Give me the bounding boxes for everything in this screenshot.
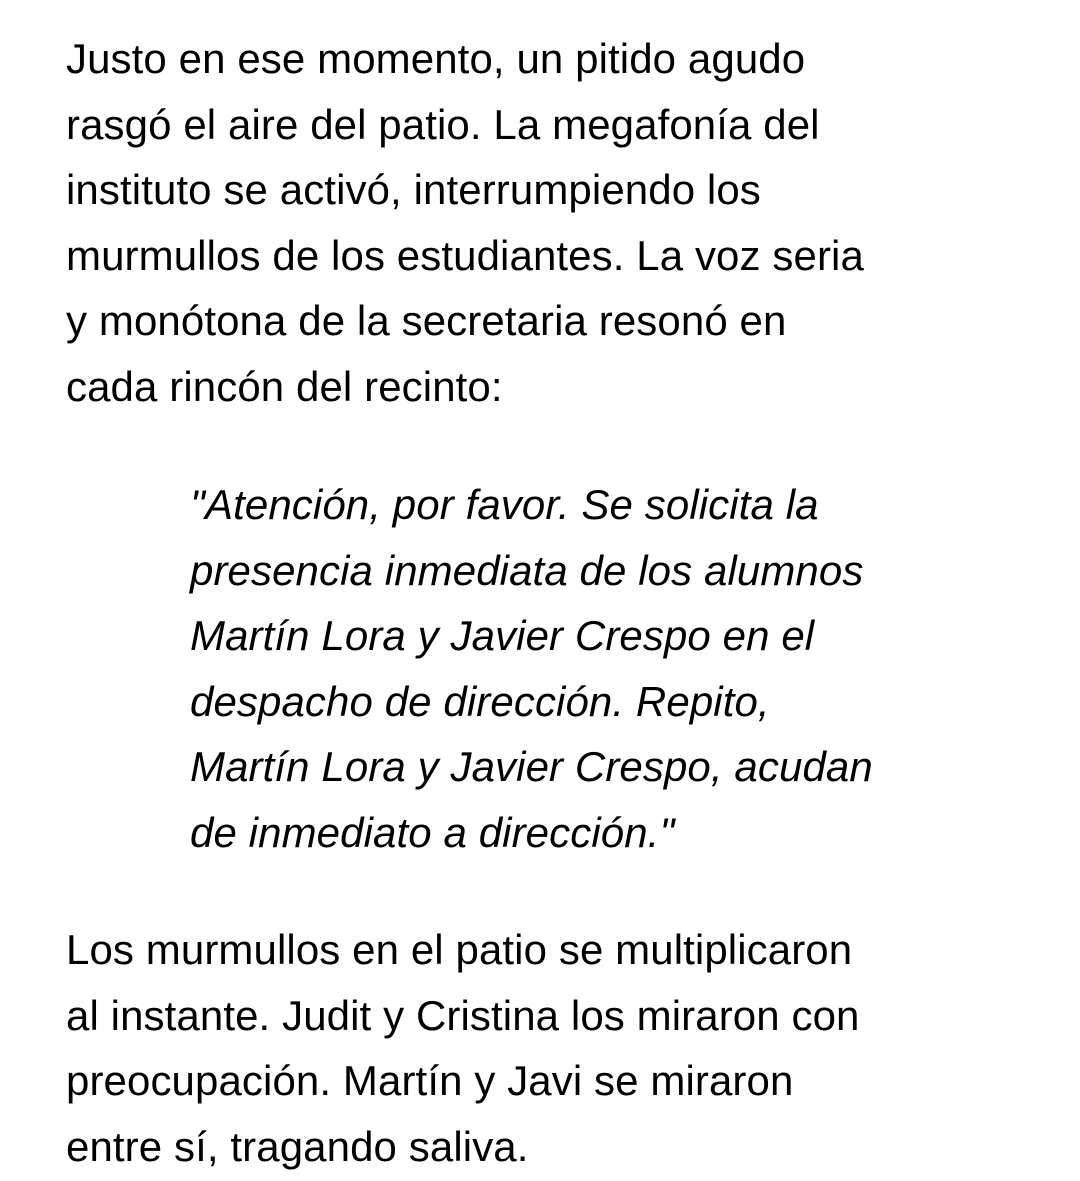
text-line: preocupación. Martín y Javi se miraron: [66, 1057, 794, 1104]
quote-line: de inmediato a dirección.": [190, 808, 675, 856]
quote-line: Martín Lora y Javier Crespo, acudan: [190, 743, 873, 790]
intro-paragraph: [66, 26, 1046, 419]
quote-line: despacho de dirección. Repito,: [190, 677, 770, 725]
text-line: murmullos de los estudiantes. La voz seria: [66, 231, 864, 279]
text-line: Justo en ese momento, un pitido agudo: [66, 35, 806, 82]
quote-line: Martín Lora y Javier Crespo en el: [190, 612, 815, 659]
text-line: y monótona de la secretaria resonó en: [66, 297, 787, 344]
quote-line: "Atención, por favor. Se solicita la: [190, 481, 819, 528]
aftermath-paragraph: [66, 917, 1046, 1179]
text-line: Los murmullos en el patio se multiplicaron: [66, 926, 853, 973]
text-line: rasgó el aire del patio. La megafonía del: [66, 100, 820, 148]
story-text: [66, 26, 1046, 1179]
text-line: entre sí, tragando saliva.: [66, 1122, 529, 1170]
text-line: instituto se activó, interrumpiendo los: [66, 166, 761, 213]
announcement-quote: [66, 472, 1046, 865]
text-line: al instante. Judit y Cristina los miraron con: [66, 991, 860, 1039]
text-line: cada rincón del recinto:: [66, 362, 503, 410]
quote-line: presencia inmediata de los alumnos: [190, 546, 864, 594]
